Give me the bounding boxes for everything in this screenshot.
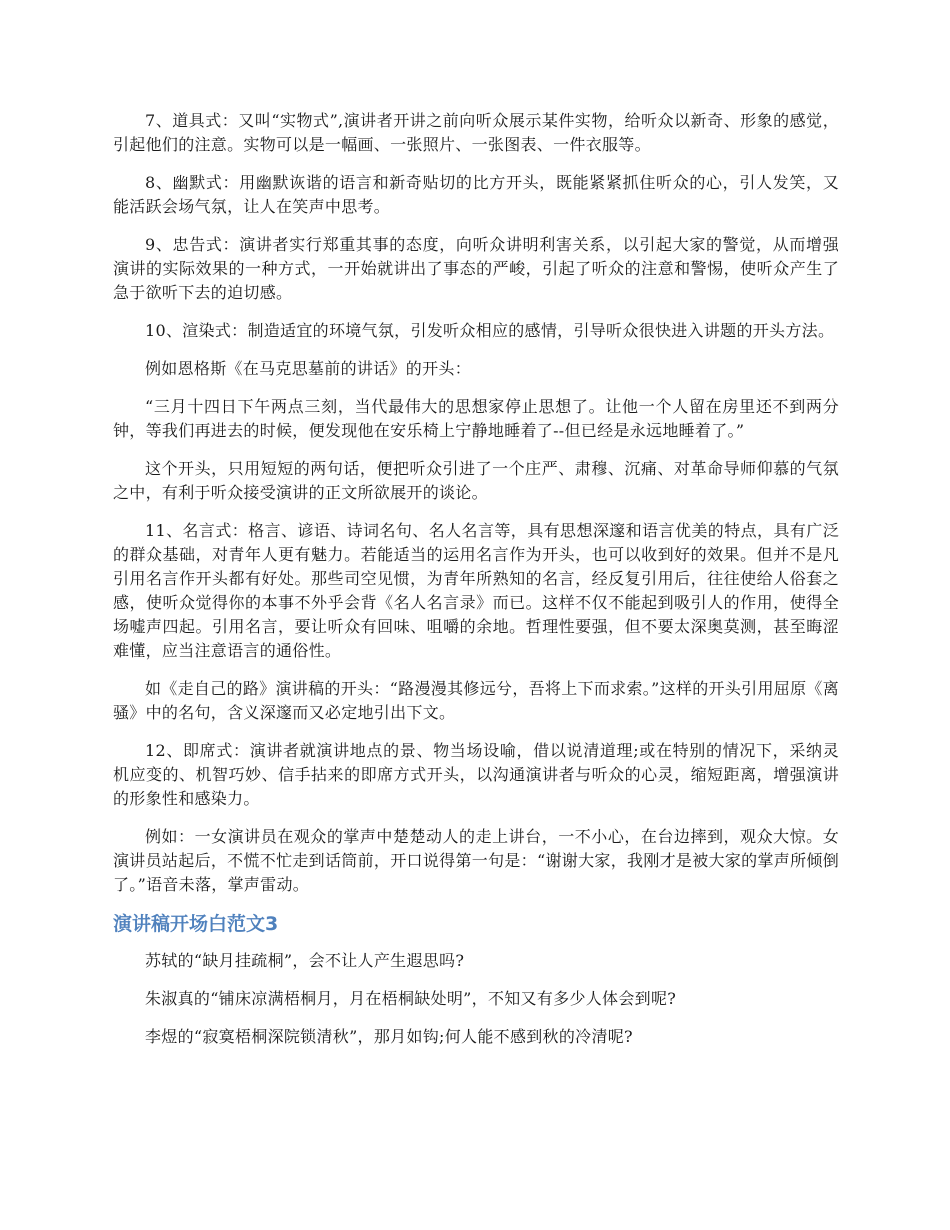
paragraph-engels-quote: “三月十四日下午两点三刻，当代最伟大的思想家停止思想了。让他一个人留在房里还不到两分钟，等我们再进去的时候，便发现他在安乐椅上宁静地睡着了--但已经是永远地睡着了。” <box>113 397 839 440</box>
paragraph-item-9-advice: 9、忠告式：演讲者实行郑重其事的态度，向听众讲明利害关系，以引起大家的警觉，从而增强演讲的实际效果的一种方式，一开始就讲出了事态的严峻，引起了听众的注意和警惕，使听众产生了急于欲听下去的迫切感。 <box>113 235 839 302</box>
paragraph-quote-example: 如《走自己的路》演讲稿的开头：“路漫漫其修远兮，吾将上下而求索。”这样的开头引用屈原《离骚》中的名句，含义深邃而又必定地引出下文。 <box>113 679 839 722</box>
paragraph-engels-intro: 例如恩格斯《在马克思墓前的讲话》的开头： <box>145 359 472 378</box>
paragraph-item-10-atmosphere: 10、渲染式：制造适宜的环境气氛，引发听众相应的感情，引导听众很快进入讲题的开头方法。 <box>145 321 835 340</box>
paragraph-li-yu: 李煜的“寂寞梧桐深院锁清秋”，那月如钩;何人能不感到秋的冷清呢? <box>145 1027 633 1046</box>
paragraph-impromptu-example: 例如：一女演讲员在观众的掌声中楚楚动人的走上讲台，一不小心，在台边摔到，观众大惊。女演讲员站起后，不慌不忙走到话筒前，开口说得第一句是：“谢谢大家，我刚才是被大家的掌声所倾倒了。”语音未落，掌声雷动。 <box>113 827 839 894</box>
paragraph-su-shi: 苏轼的“缺月挂疏桐”，会不让人产生遐思吗? <box>145 951 465 970</box>
paragraph-item-7-props: 7、道具式：又叫“实物式”,演讲者开讲之前向听众展示某件实物，给听众以新奇、形象的感觉，引起他们的注意。实物可以是一幅画、一张照片、一张图表、一件衣服等。 <box>113 111 839 154</box>
section-heading: 演讲稿开场白范文3 <box>113 913 279 935</box>
paragraph-item-8-humor: 8、幽默式：用幽默诙谐的语言和新奇贴切的比方开头，既能紧紧抓住听众的心，引人发笑，又能活跃会场气氛，让人在笑声中思考。 <box>113 173 839 216</box>
paragraph-item-12-impromptu: 12、即席式：演讲者就演讲地点的景、物当场设喻，借以说清道理;或在特别的情况下，采纳灵机应变的、机智巧妙、信手拈来的即席方式开头，以沟通演讲者与听众的心灵，缩短距离，增强演讲的形象性和感染力。 <box>113 741 839 808</box>
paragraph-item-11-quotes: 11、名言式：格言、谚语、诗词名句、名人名言等，具有思想深邃和语言优美的特点，具有广泛的群众基础，对青年人更有魅力。若能适当的运用名言作为开头，也可以收到好的效果。但并不是凡引用名言作开头都有好处。那些司空见惯，为青年所熟知的名言，经反复引用后，往往使给人俗套之感，使听众觉得你的本事不外乎会背《名人名言录》而已。这样不仅不能起到吸引人的作用，使得全场嘘声四起。引用名言，要让听众有回味、咀嚼的余地。哲理性要强，但不要太深奥莫测，甚至晦涩难懂，应当注意语言的通俗性。 <box>113 521 839 660</box>
paragraph-zhu-shuzhen: 朱淑真的“铺床凉满梧桐月，月在梧桐缺处明”，不知又有多少人体会到呢? <box>145 989 677 1008</box>
document-page <box>113 109 839 1063</box>
paragraph-engels-comment: 这个开头，只用短短的两句话，便把听众引进了一个庄严、肃穆、沉痛、对革命导师仰慕的气氛之中，有利于听众接受演讲的正文所欲展开的谈论。 <box>113 459 839 502</box>
